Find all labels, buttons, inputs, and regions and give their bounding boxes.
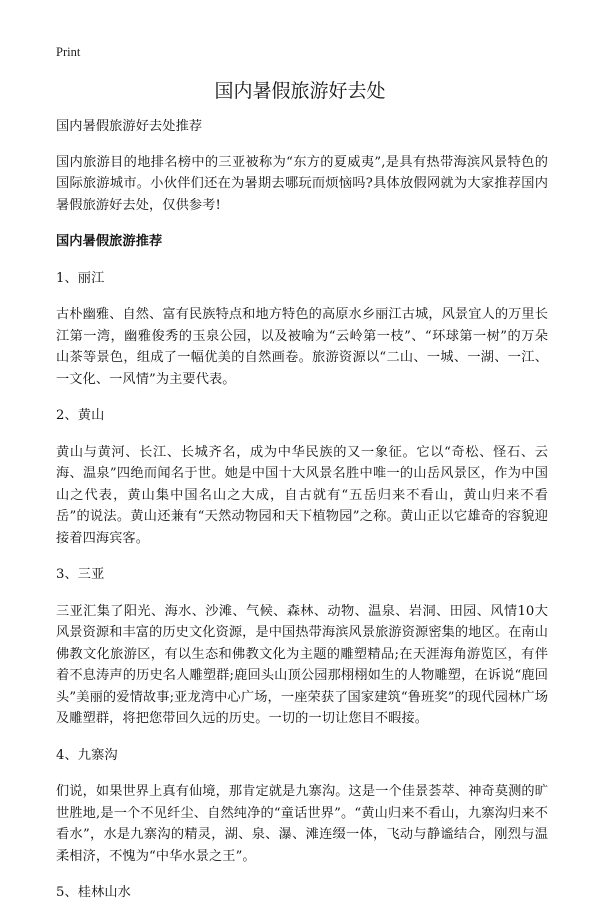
section-heading: 国内暑假旅游推荐: [56, 234, 163, 249]
destination-body-sanya: 三亚汇集了阳光、海水、沙滩、气候、森林、动物、温泉、岩洞、田园、风情10大风景资源和丰富的历史文化资源，是中国热带海滨风景旅游资源密集的地区。在南山佛教文化旅游区，有以生态和佛教文化为主题的雕塑精品;在天涯海角游览区，有伴着不息涛声的历史名人雕塑群;鹿回头山顶公园那栩栩如生的人物雕塑，在诉说“鹿回头”美丽的爱情故事;亚龙湾中心广场，一座荣获了国家建筑“鲁班奖”的现代园林广场及雕塑群，将把您带回久远的历史。一切的一切让您目不暇接。: [56, 603, 548, 726]
destination-heading-huangshan: 2、黄山: [56, 408, 105, 423]
destination-heading-lijiang: 1、丽江: [56, 270, 105, 286]
intro-paragraph: 国内旅游目的地排名榜中的三亚被称为“东方的夏威夷”,是具有热带海滨风景特色的国际旅游城市。小伙伴们还在为暑期去哪玩而烦恼吗?具体放假网就为大家推荐国内暑假旅游好去处，仅供参考!: [56, 154, 548, 213]
article-body: [56, 116, 548, 919]
print-link[interactable]: Print: [56, 45, 81, 59]
destination-heading-guilin: 5、桂林山水: [56, 885, 131, 900]
destination-heading-sanya: 3、三亚: [56, 567, 105, 582]
destination-body-lijiang: 古朴幽雅、自然、富有民族特点和地方特色的高原水乡丽江古城，风景宜人的万里长江第一湾，幽雅俊秀的玉泉公园，以及被喻为“云岭第一枝”、“环球第一树”的万朵山茶等景色，组成了一幅优美的自然画卷。旅游资源以“二山、一城、一湖、一江、一文化、一风情”为主要代表。: [56, 307, 548, 387]
destination-body-jiuzhaigou: 们说，如果世界上真有仙境，那肯定就是九寨沟。这是一个佳景荟萃、神奇莫测的旷世胜地,是一个不见纤尘、自然纯净的“童话世界”。“黄山归来不看山，九寨沟归来不看水”，水是九寨沟的精灵，湖、泉、瀑、滩连缀一体，飞动与静谧结合，刚烈与温柔相济，不愧为“中华水景之王”。: [56, 784, 548, 864]
page-title: 国内暑假旅游好去处: [214, 80, 386, 102]
subtitle: 国内暑假旅游好去处推荐: [56, 119, 203, 134]
destination-heading-jiuzhaigou: 4、九寨沟: [56, 747, 118, 763]
destination-body-huangshan: 黄山与黄河、长江、长城齐名，成为中华民族的又一象征。它以“奇松、怪石、云海、温泉”四绝而闻名于世。她是中国十大风景名胜中唯一的山岳风景区，作为中国山之代表，黄山集中国名山之大成，自古就有“五岳归来不看山，黄山归来不看岳”的说法。黄山还兼有“天然动物园和天下植物园”之称。黄山正以它雄奇的容貌迎接着四海宾客。: [56, 444, 548, 546]
